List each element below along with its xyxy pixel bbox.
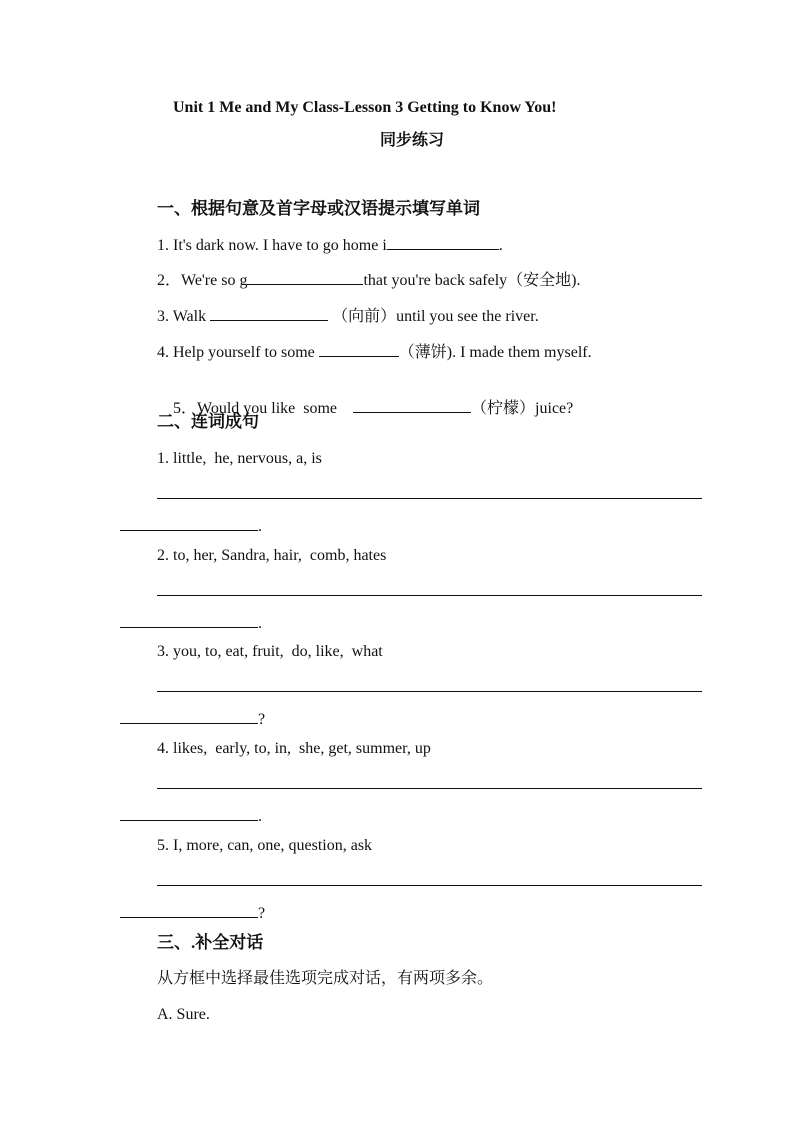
- answer-blank[interactable]: [120, 902, 258, 918]
- worksheet-title: Unit 1 Me and My Class-Lesson 3 Getting to Know You!: [173, 99, 557, 116]
- answer-blank[interactable]: [120, 612, 258, 628]
- section1-item-3: 3. Walk （向前）until you see the river.: [157, 305, 539, 327]
- answer-blank[interactable]: [120, 708, 258, 724]
- section2-item-1-words: 1. little, he, nervous, a, is: [157, 450, 322, 467]
- section2-item-1-answer-tail: .: [120, 515, 262, 537]
- section2-heading: 二、连词成句: [157, 412, 259, 431]
- section3-heading: 三、.补全对话: [157, 933, 264, 952]
- answer-line[interactable]: [157, 691, 702, 692]
- section2-item-2-answer-tail: .: [120, 612, 262, 634]
- answer-blank[interactable]: [120, 805, 258, 821]
- answer-line[interactable]: [157, 498, 702, 499]
- section2-item-4-words: 4. likes, early, to, in, she, get, summer, up: [157, 740, 431, 757]
- answer-line[interactable]: [157, 885, 702, 886]
- answer-line[interactable]: [157, 788, 702, 789]
- answer-blank[interactable]: [387, 234, 499, 250]
- section2-item-4-answer-tail: .: [120, 805, 262, 827]
- answer-blank[interactable]: [353, 397, 471, 413]
- section1-item-1: 1. It's dark now. I have to go home i .: [157, 234, 503, 256]
- answer-line[interactable]: [157, 595, 702, 596]
- answer-blank[interactable]: [247, 269, 363, 285]
- section1-item-2: 2．We're so g that you're back safely（安全地).: [157, 269, 581, 291]
- section1-heading: 一、根据句意及首字母或汉语提示填写单词: [157, 199, 480, 218]
- answer-blank[interactable]: [319, 341, 399, 357]
- section1-item-4: 4. Help yourself to some （薄饼). I made them myself.: [157, 341, 592, 363]
- section1-item-5: 5．Would you like some （柠檬）juice?: [157, 377, 573, 439]
- section3-instruction: 从方框中选择最佳选项完成对话，有两项多余。: [157, 970, 494, 987]
- section3-option-a: A. Sure.: [157, 1006, 210, 1023]
- section2-item-2-words: 2. to, her, Sandra, hair, comb, hates: [157, 547, 387, 564]
- section2-item-5-answer-tail: ?: [120, 902, 265, 924]
- section2-item-3-words: 3. you, to, eat, fruit, do, like, what: [157, 643, 383, 660]
- worksheet-subtitle: 同步练习: [380, 132, 445, 149]
- section2-item-5-words: 5. I, more, can, one, question, ask: [157, 837, 373, 854]
- section2-item-3-answer-tail: ?: [120, 708, 265, 730]
- answer-blank[interactable]: [120, 515, 258, 531]
- answer-blank[interactable]: [210, 305, 328, 321]
